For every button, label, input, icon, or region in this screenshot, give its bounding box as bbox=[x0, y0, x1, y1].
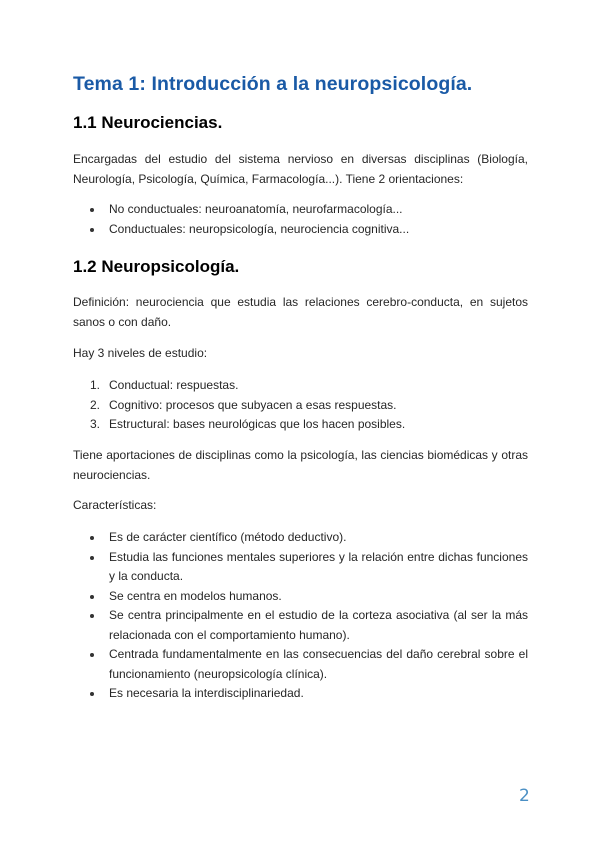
page-number: 2 bbox=[519, 786, 530, 806]
definition-paragraph: Definición: neurociencia que estudia las relaciones cerebro-conducta, en sujetos sanos o con daño. bbox=[73, 295, 528, 329]
bullet-icon bbox=[90, 556, 94, 560]
list-item bbox=[73, 645, 528, 684]
bullet-icon bbox=[90, 536, 94, 540]
levels-intro: Hay 3 niveles de estudio: bbox=[73, 346, 208, 360]
list-item bbox=[73, 200, 528, 220]
bullet-icon bbox=[90, 208, 94, 212]
bullet-icon bbox=[90, 228, 94, 232]
section-heading-neuropsicologia: 1.2 Neuropsicología. bbox=[73, 257, 240, 276]
bullet-icon bbox=[90, 653, 94, 657]
list-item-text: Estudia las funciones mentales superiores y la relación entre dichas funciones y la conducta. bbox=[109, 549, 528, 583]
list-item bbox=[73, 396, 528, 416]
list-item-text: Se centra en modelos humanos. bbox=[109, 588, 282, 603]
list-item-text: Conductual: respuestas. bbox=[109, 378, 239, 392]
list-number: 3. bbox=[90, 417, 101, 431]
characteristics-list bbox=[73, 528, 528, 704]
list-item-text: Cognitivo: procesos que subyacen a esas respuestas. bbox=[109, 397, 397, 412]
bullet-icon bbox=[90, 595, 94, 599]
list-number: 1. bbox=[90, 378, 101, 392]
list-item bbox=[73, 606, 528, 645]
contributions-paragraph: Tiene aportaciones de disciplinas como la psicología, las ciencias biomédicas y otras neurociencias. bbox=[73, 448, 528, 482]
bullet-icon bbox=[90, 692, 94, 696]
list-item bbox=[73, 548, 528, 587]
document-title: Tema 1: Introducción a la neuropsicología. bbox=[73, 73, 473, 95]
list-item-text: Conductuales: neuropsicología, neurociencia cognitiva... bbox=[109, 221, 410, 236]
list-item-text: Es necesaria la interdisciplinariedad. bbox=[109, 686, 304, 700]
section-heading-neurociencias: 1.1 Neurociencias. bbox=[73, 113, 223, 132]
list-item bbox=[73, 220, 528, 240]
neurociencias-paragraph: Encargadas del estudio del sistema nervioso en diversas disciplinas (Biología, Neurología, Psicología, Química, Farmacología...). Tiene 2 orientaciones: bbox=[73, 152, 528, 186]
list-item bbox=[73, 587, 528, 607]
list-item-text: Es de carácter científico (método deductivo). bbox=[109, 530, 347, 544]
list-item-text: Centrada fundamentalmente en las consecuencias del daño cerebral sobre el funcionamiento (neuropsicología clínica). bbox=[109, 647, 528, 681]
list-item bbox=[73, 528, 528, 548]
levels-list bbox=[73, 376, 528, 435]
list-item-text: No conductuales: neuroanatomía, neurofarmacología... bbox=[109, 202, 403, 216]
characteristics-label: Características: bbox=[73, 498, 157, 512]
bullet-icon bbox=[90, 614, 94, 618]
list-item-text: Estructural: bases neurológicas que los hacen posibles. bbox=[109, 417, 406, 431]
list-item bbox=[73, 415, 528, 435]
list-number: 2. bbox=[90, 397, 101, 412]
list-item-text: Se centra principalmente en el estudio de la corteza asociativa (al ser la más relacionada con el comportamiento humano). bbox=[109, 608, 528, 642]
list-item bbox=[73, 684, 528, 704]
orientations-list bbox=[73, 200, 528, 239]
list-item bbox=[73, 376, 528, 396]
